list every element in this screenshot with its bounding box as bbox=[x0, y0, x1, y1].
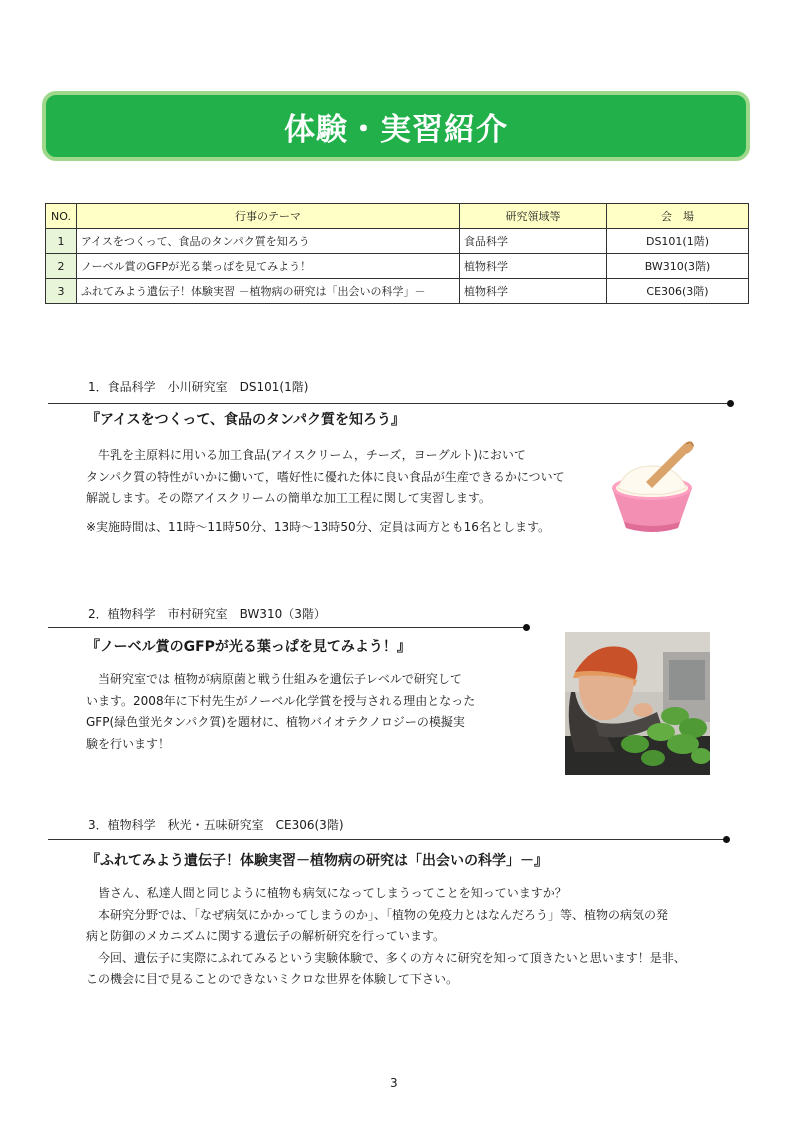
body-line: GFP(緑色蛍光タンパク質)を題材に、植物バイオテクノロジーの模擬実 bbox=[86, 715, 465, 729]
page-number: 3 bbox=[390, 1076, 398, 1090]
events-table bbox=[45, 203, 749, 304]
row-number: 2 bbox=[46, 254, 77, 279]
section-1-rule-dot bbox=[727, 400, 734, 407]
row-theme: ノーベル賞のGFPが光る葉っぱを見てみよう！ bbox=[77, 254, 460, 279]
column-header-field: 研究領域等 bbox=[460, 204, 607, 229]
row-field: 植物科学 bbox=[460, 254, 607, 279]
section-2-heading: 2．植物科学 市村研究室 BW310（3階） bbox=[88, 607, 326, 621]
section-1-body bbox=[86, 445, 565, 510]
body-line: 皆さん、私達人間と同じように植物も病気になってしまうってことを知っていますか？ bbox=[86, 886, 567, 900]
section-2-rule-dot bbox=[523, 624, 530, 631]
row-venue: DS101(1階) bbox=[607, 229, 749, 254]
section-3-heading: 3．植物科学 秋光・五味研究室 CE306(3階) bbox=[88, 818, 344, 832]
body-line: タンパク質の特性がいかに働いて，嗜好性に優れた体に良い食品が生産できるかについて bbox=[86, 469, 565, 484]
section-2-title: 『ノーベル賞のGFPが光る葉っぱを見てみよう！』 bbox=[86, 639, 411, 655]
section-1-rule bbox=[48, 403, 730, 404]
body-line: 今回、遺伝子に実際にふれてみるという実験体験で、多くの方々に研究を知って頂きたいと思います！是非、 bbox=[86, 950, 686, 965]
table-row bbox=[46, 279, 749, 304]
body-line: 当研究室では 植物が病原菌と戦う仕組みを遺伝子レベルで研究して bbox=[86, 672, 462, 686]
column-header-venue: 会 場 bbox=[607, 204, 749, 229]
student-examining-plants-photo bbox=[565, 632, 710, 775]
table-row bbox=[46, 229, 749, 254]
table-row bbox=[46, 254, 749, 279]
section-2-body bbox=[86, 669, 475, 755]
body-line: 解説します。その際アイスクリームの簡単な加工工程に関して実習します。 bbox=[86, 491, 491, 505]
row-field: 食品科学 bbox=[460, 229, 607, 254]
table-header-row bbox=[46, 204, 749, 229]
row-theme: ふれてみよう遺伝子！体験実習 －植物病の研究は「出会いの科学」－ bbox=[77, 279, 460, 304]
section-3-rule-dot bbox=[723, 836, 730, 843]
body-line: います。2008年に下村先生がノーベル化学賞を授与される理由となった bbox=[86, 693, 476, 708]
row-theme: アイスをつくって、食品のタンパク質を知ろう bbox=[77, 229, 460, 254]
section-1-title: 『アイスをつくって、食品のタンパク質を知ろう』 bbox=[86, 412, 406, 428]
body-line: 病と防御のメカニズムに関する遺伝子の解析研究を行っています。 bbox=[86, 929, 446, 943]
body-line: 験を行います！ bbox=[86, 736, 171, 751]
row-field: 植物科学 bbox=[460, 279, 607, 304]
section-3-body bbox=[86, 883, 686, 991]
row-venue: CE306(3階) bbox=[607, 279, 749, 304]
body-line: 牛乳を主原料に用いる加工食品(アイスクリーム，チーズ，ヨーグルト)において bbox=[86, 448, 526, 462]
section-1-note: ※実施時間は、11時～11時50分、13時～13時50分、定員は両方とも16名とします。 bbox=[86, 520, 550, 534]
section-1-heading: 1．食品科学 小川研究室 DS101(1階) bbox=[88, 380, 309, 394]
body-line: この機会に目で見ることのできないミクロな世界を体験して下さい。 bbox=[86, 972, 459, 986]
body-line: 本研究分野では、「なぜ病気にかかってしまうのか」、「植物の免疫力とはなんだろう」等、植物の病気の発 bbox=[86, 907, 669, 922]
row-number: 1 bbox=[46, 229, 77, 254]
page-title: 体験・実習紹介 bbox=[284, 111, 508, 148]
title-banner bbox=[42, 91, 750, 161]
column-header-no: NO. bbox=[46, 204, 77, 229]
section-3-title: 『ふれてみよう遺伝子！体験実習－植物病の研究は「出会いの科学」－』 bbox=[86, 853, 548, 869]
row-number: 3 bbox=[46, 279, 77, 304]
column-header-theme: 行事のテーマ bbox=[77, 204, 460, 229]
row-venue: BW310(3階) bbox=[607, 254, 749, 279]
ice-cream-cup-icon bbox=[606, 436, 698, 536]
section-3-rule bbox=[48, 839, 726, 840]
section-2-rule bbox=[48, 627, 526, 628]
